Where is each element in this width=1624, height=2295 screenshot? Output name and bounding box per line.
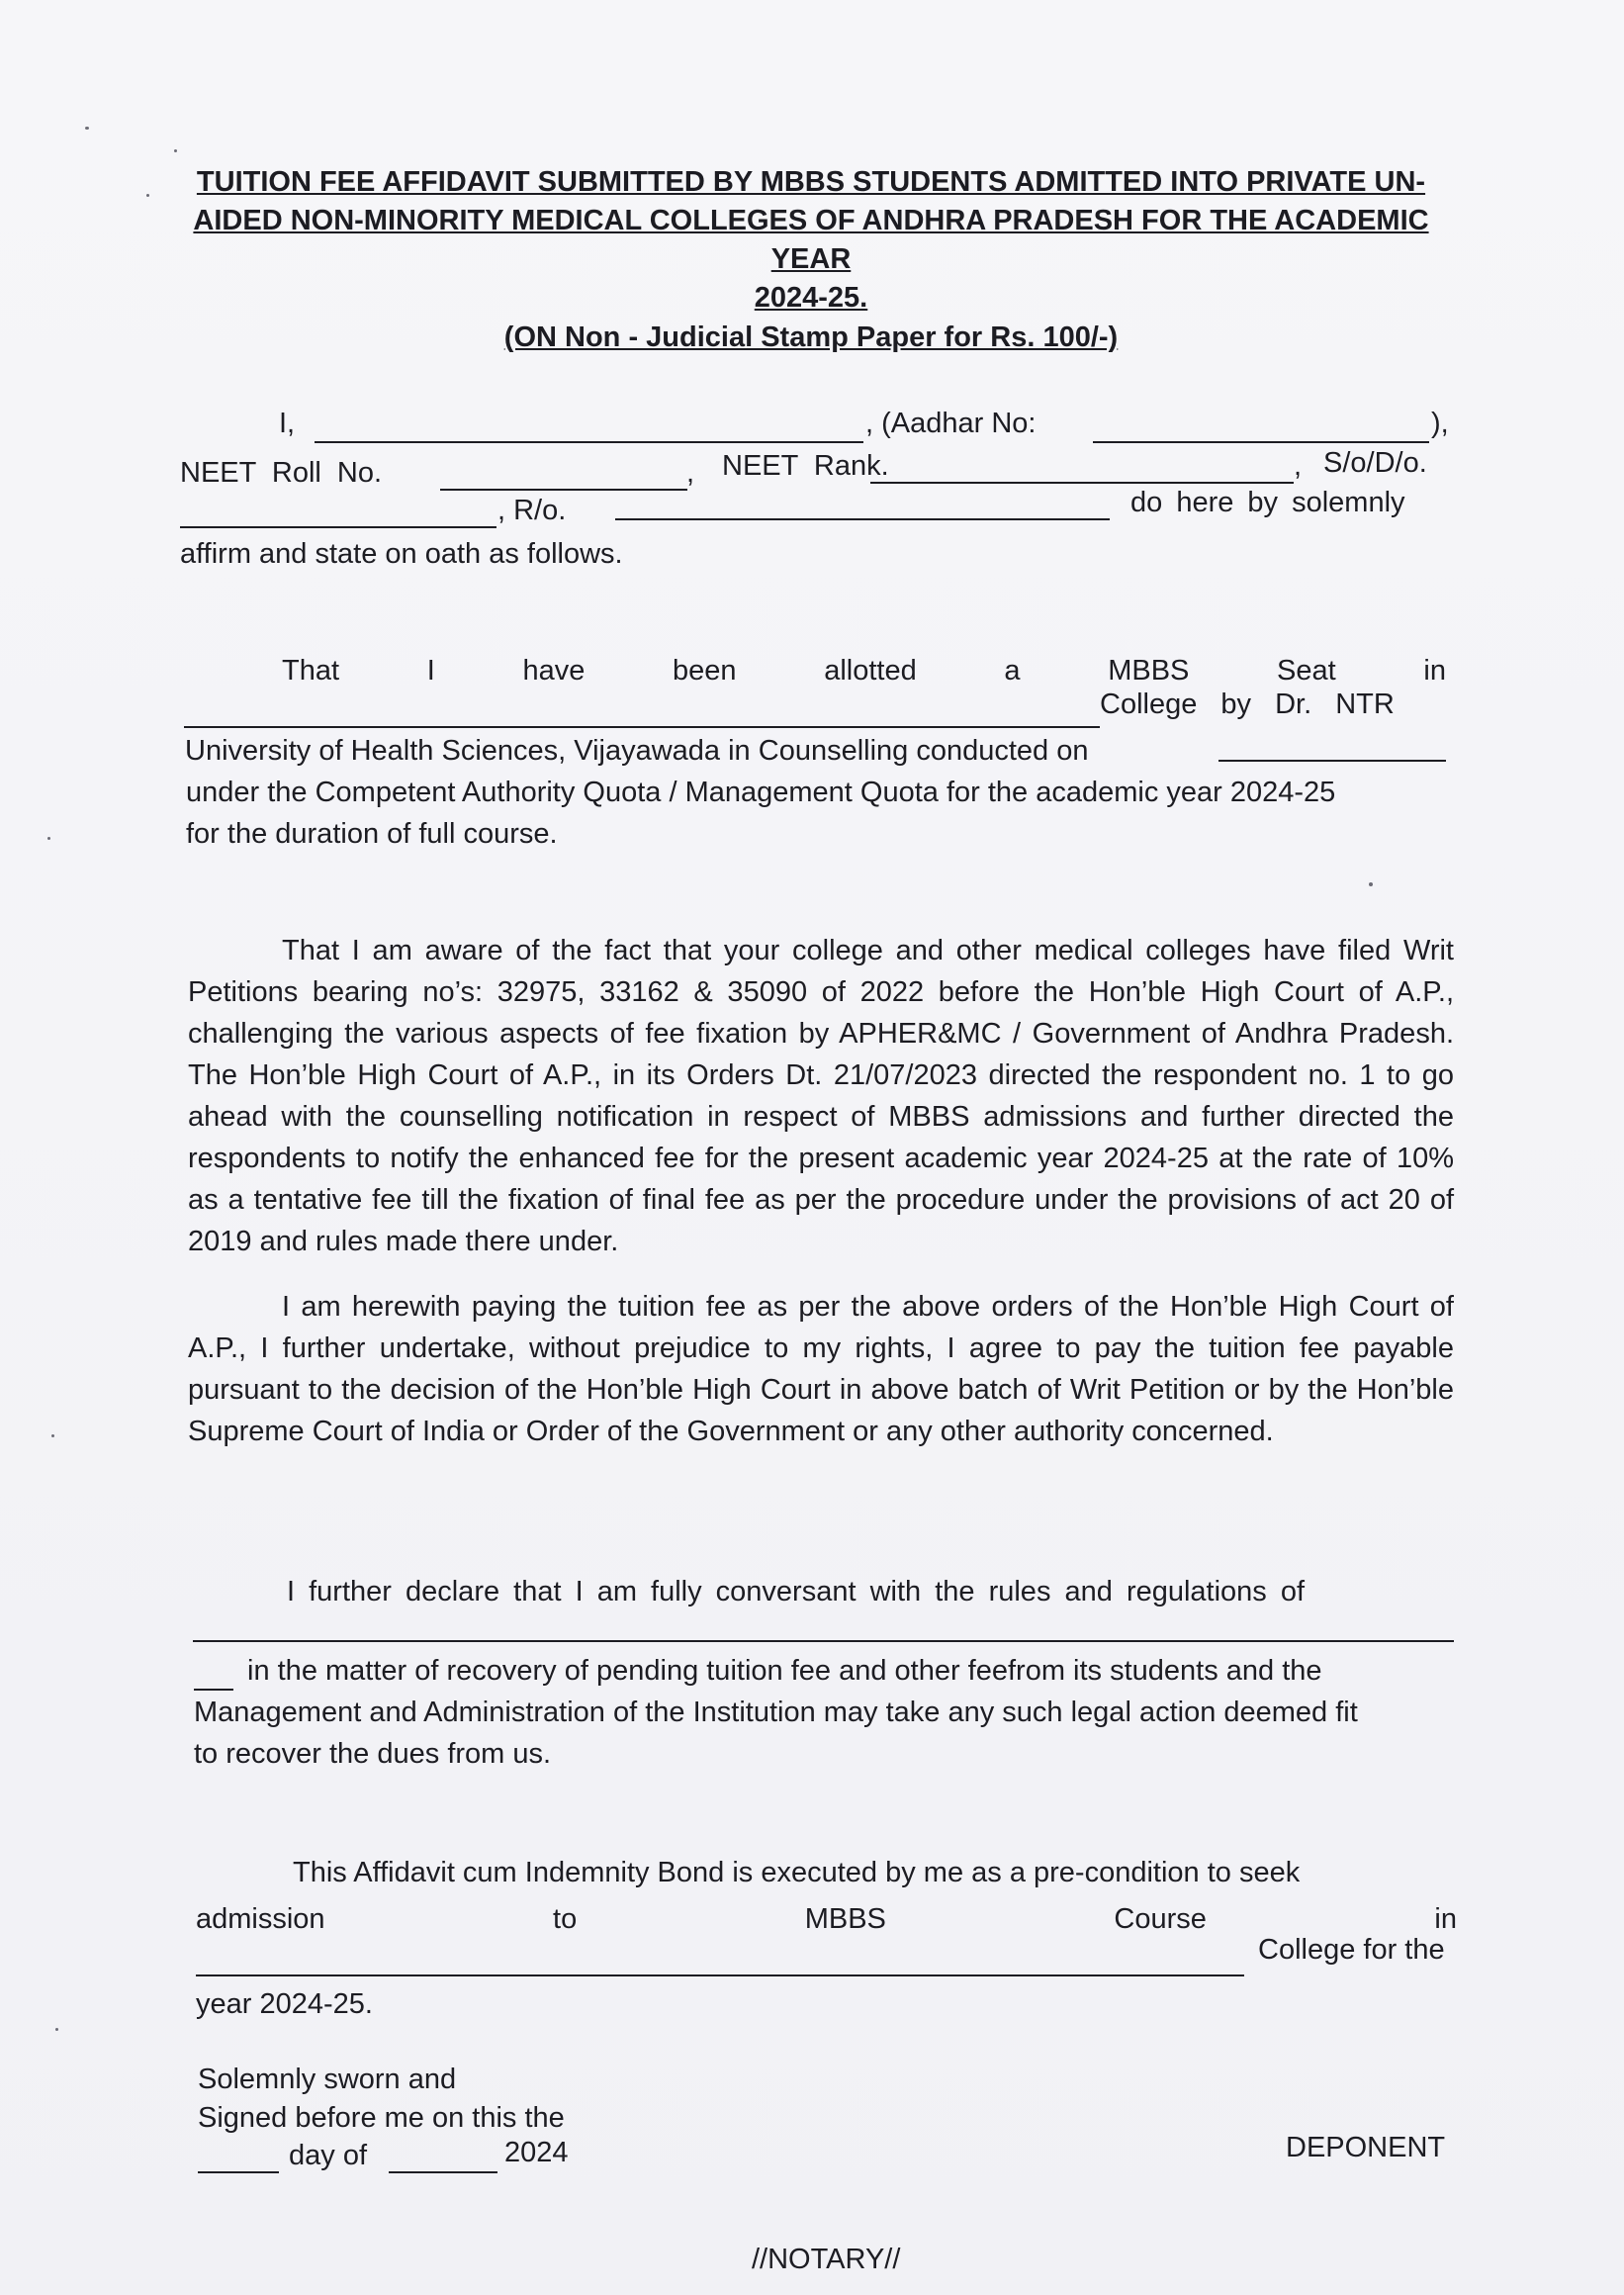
quota-line: under the Competent Authority Quota / Management Quota for the academic year 2024-25 [186, 777, 1336, 808]
counselling-date-field[interactable] [1218, 760, 1446, 762]
word: MBBS [1108, 655, 1190, 687]
solemnly-label: do here by solemnly [1130, 487, 1405, 518]
deponent-label: DEPONENT [1286, 2132, 1446, 2163]
scan-speck [85, 127, 89, 130]
word: Seat [1277, 655, 1336, 687]
notary-label: //NOTARY// [752, 2244, 901, 2275]
day-field[interactable] [198, 2171, 279, 2173]
title-line-1: TUITION FEE AFFIDAVIT SUBMITTED BY MBBS STUDENTS ADMITTED INTO PRIVATE UN- [196, 166, 1426, 198]
institution-name-field[interactable] [193, 1640, 1454, 1642]
word: Course [1114, 1903, 1207, 1935]
guardian-name-field[interactable] [180, 526, 496, 528]
writ-petition-paragraph [188, 930, 1454, 1262]
neet-roll-label: NEET Roll No. [180, 457, 383, 489]
sworn-line-2: Signed before me on this the [198, 2102, 565, 2134]
word: in [1434, 1903, 1457, 1935]
i-label: I, [279, 408, 296, 439]
scan-speck [146, 194, 149, 197]
comma-2: , [1294, 450, 1303, 482]
month-field[interactable] [389, 2171, 497, 2173]
admission-words [196, 1903, 1457, 1936]
word: admission [196, 1903, 325, 1935]
declaration-line-4: to recover the dues from us. [194, 1738, 552, 1770]
title-line-2: AIDED NON-MINORITY MEDICAL COLLEGES OF ANDHRA PRADESH FOR THE ACADEMIC YEAR [193, 205, 1429, 276]
aadhar-number-field[interactable] [1093, 441, 1429, 443]
title-line-3: 2024-25. [754, 282, 868, 315]
scan-speck [1369, 882, 1373, 886]
comma-1: , [686, 457, 695, 489]
writ-petition-text: That I am aware of the fact that your college and other medical colleges have filed Writ Petitions bearing no’s: 32975, 33162 & 35090 of 2022 before the Hon’ble High Court of A.P., challenging the various aspects of fee fixation by APHER&MC / Government of Andhra Pradesh. The Hon’ble High Court of A.P., in its Orders Dt. 21/07/2023 directed the respondent no. 1 to go ahead with the counselling notification in respect of MBBS admissions and further directed the respondents to notify the enhanced fee for the present academic year 2024-25 at the rate of 10% as a tentative fee till the fixation of final fee as per the procedure under the provisions of act 20 of 2019 and rules made there under. [188, 935, 1454, 1257]
indemnity-line-1: This Affidavit cum Indemnity Bond is executed by me as a pre-condition to seek [293, 1857, 1301, 1888]
counselling-line: University of Health Sciences, Vijayawada in Counselling conducted on [185, 735, 1089, 767]
scan-speck [55, 2028, 58, 2031]
word: been [673, 655, 737, 687]
word: to [553, 1903, 578, 1935]
residence-field[interactable] [615, 518, 1110, 520]
college-for-the: College for the [1258, 1934, 1445, 1966]
declaration-line-2: in the matter of recovery of pending tuition fee and other feefrom its students and the [247, 1655, 1322, 1687]
admission-college-field[interactable] [196, 1974, 1244, 1976]
declaration-line-3: Management and Administration of the Institution may take any such legal action deemed fit [194, 1697, 1358, 1728]
year-2024: 2024 [504, 2137, 569, 2168]
declaration-line-1: I further declare that I am fully conversant with the rules and regulations of [287, 1576, 1306, 1607]
neet-rank-field[interactable] [870, 482, 1294, 484]
ro-label: , R/o. [497, 495, 567, 526]
fee-undertaking-text: I am herewith paying the tuition fee as per the above orders of the Hon’ble High Court of A.P., I further undertake, without prejudice to my rights, I agree to pay the tuition fee payable pursuant to the decision of the Hon’ble High Court in above batch of Writ Petition or by the Hon’ble Supreme Court of India or Order of the Government or any other authority concerned. [188, 1291, 1454, 1447]
scan-speck [47, 837, 50, 840]
college-name-field[interactable] [184, 726, 1100, 728]
word: MBBS [804, 1903, 886, 1935]
sworn-line-1: Solemnly sworn and [198, 2064, 457, 2095]
title-line-4: (ON Non - Judicial Stamp Paper for Rs. 100/-) [503, 321, 1119, 353]
neet-rank-label: NEET Rank. [722, 450, 889, 482]
aadhar-close: ), [1431, 408, 1449, 439]
word: allotted [824, 655, 917, 687]
aadhar-label: , (Aadhar No: [865, 408, 1037, 439]
college-tail: College by Dr. NTR [1100, 688, 1395, 720]
word: in [1423, 655, 1446, 687]
word: I [426, 655, 435, 687]
affidavit-title [168, 163, 1454, 357]
fee-undertaking-paragraph [188, 1286, 1454, 1452]
day-of-label: day of [289, 2140, 367, 2171]
word: a [1004, 655, 1021, 687]
affirm-text: affirm and state on oath as follows. [180, 538, 623, 570]
scan-speck [174, 149, 177, 152]
year-line: year 2024-25. [196, 1988, 373, 2020]
allotment-words [282, 655, 1446, 688]
word: That [282, 655, 340, 687]
scan-speck [51, 1434, 54, 1437]
neet-roll-field[interactable] [440, 489, 687, 491]
word: have [522, 655, 586, 687]
duration-line: for the duration of full course. [186, 818, 558, 850]
relation-label: S/o/D/o. [1323, 447, 1427, 479]
institution-name-field-tail[interactable] [194, 1689, 233, 1691]
name-field[interactable] [315, 441, 863, 443]
